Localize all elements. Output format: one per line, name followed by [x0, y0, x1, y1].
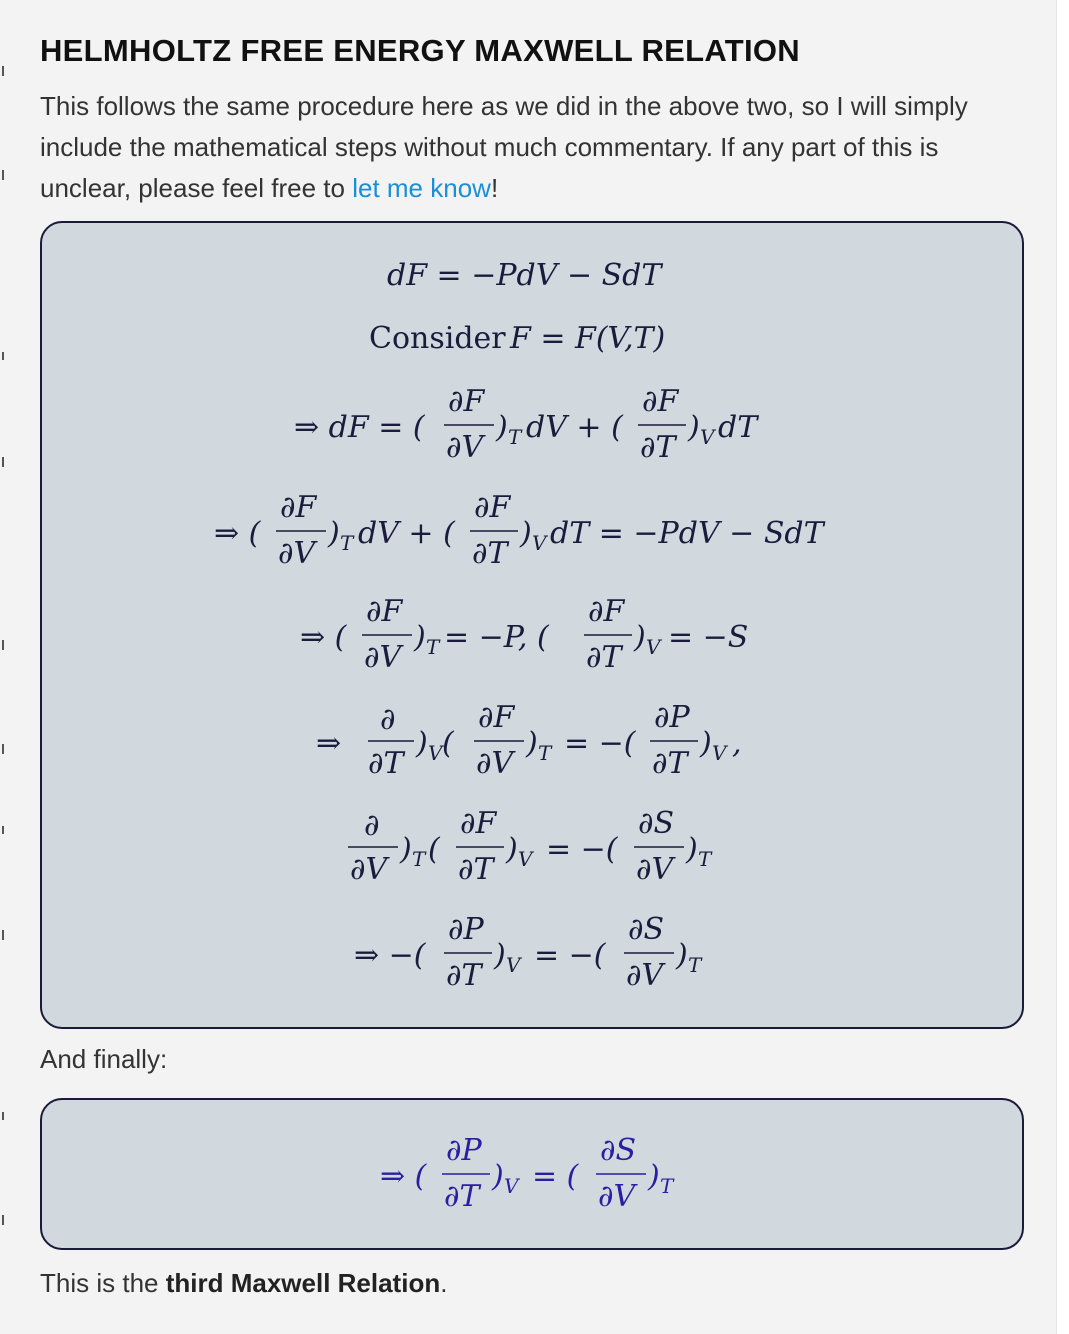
derivation-line-2 [369, 321, 665, 356]
svg-text:): ) [400, 832, 412, 867]
svg-text:∂F: ∂F [478, 700, 515, 735]
article-content [40, 28, 1024, 209]
conclusion-text: This is the [40, 1268, 166, 1298]
maxwell-relation-bold: third Maxwell Relation [165, 1268, 441, 1298]
svg-text:∂: ∂ [364, 808, 380, 843]
svg-text:⇒ dF = (: ⇒ dF = ( [294, 410, 425, 445]
svg-text:dF = −PdV − SdT: dF = −PdV − SdT [387, 258, 662, 293]
svg-text:∂T: ∂T [446, 958, 482, 993]
svg-text:∂T: ∂T [368, 746, 404, 781]
svg-text:): ) [416, 726, 428, 761]
svg-text:dT = −PdV − SdT: dT = −PdV − SdT [550, 516, 824, 551]
svg-text:T: T [340, 531, 354, 555]
svg-text:= −(: = −( [534, 938, 606, 973]
finally-label: And finally: [40, 1044, 168, 1074]
svg-text:V: V [532, 531, 547, 555]
svg-text:∂V: ∂V [278, 536, 316, 571]
svg-text:∂T: ∂T [458, 852, 494, 887]
conclusion-period: . [440, 1268, 448, 1298]
svg-text:∂T: ∂T [652, 746, 688, 781]
svg-text:∂F: ∂F [366, 594, 403, 629]
svg-text:V: V [712, 741, 727, 765]
intro-paragraph [40, 86, 1024, 209]
svg-text:T: T [688, 953, 702, 977]
svg-text:): ) [676, 938, 688, 973]
svg-text:T: T [698, 847, 712, 871]
svg-text:Consider: Consider [369, 321, 506, 356]
svg-text:): ) [686, 832, 698, 867]
derivation-line-7 [348, 806, 713, 887]
derivation-line-6 [316, 700, 742, 781]
svg-text:): ) [648, 1159, 660, 1194]
svg-text:∂V: ∂V [364, 640, 402, 675]
svg-text:= −(: = −( [546, 832, 618, 867]
svg-text:T: T [508, 425, 522, 449]
svg-text:∂V: ∂V [476, 746, 514, 781]
svg-text:∂P: ∂P [654, 700, 690, 735]
svg-text:V: V [504, 1174, 519, 1198]
svg-text:V: V [646, 635, 661, 659]
svg-text:): ) [492, 1159, 504, 1194]
svg-text:⇒ (: ⇒ ( [214, 516, 261, 551]
conclusion-paragraph [40, 1268, 447, 1299]
svg-text:V: V [428, 741, 443, 765]
let-me-know-link[interactable]: let me know [352, 173, 491, 203]
svg-text:): ) [688, 410, 700, 445]
svg-text:∂S: ∂S [628, 912, 665, 947]
svg-text:⇒: ⇒ [316, 726, 342, 761]
svg-text:(: ( [428, 832, 440, 867]
svg-text:∂: ∂ [380, 702, 396, 737]
intro-text: This follows the same procedure here as we did in the above two, so I will simply include the mathematical steps without much commentary. If any part of this is unclear, please feel free to [40, 91, 968, 203]
final-relation-math [42, 1100, 1022, 1248]
svg-text:dV + (: dV + ( [358, 516, 455, 551]
svg-text:): ) [526, 726, 538, 761]
svg-text:): ) [496, 410, 508, 445]
svg-text:F = F(V,T): F = F(V,T) [510, 321, 666, 356]
svg-text:= (: = ( [532, 1159, 579, 1194]
derivation-line-5 [300, 594, 748, 675]
intro-text-end: ! [490, 173, 499, 203]
svg-text:⇒ (: ⇒ ( [300, 620, 347, 655]
svg-text:T: T [426, 635, 440, 659]
svg-text:∂F: ∂F [588, 594, 625, 629]
svg-text:): ) [494, 938, 506, 973]
svg-text:V: V [506, 953, 521, 977]
scrollbar-track[interactable] [1056, 0, 1069, 1334]
svg-text:∂F: ∂F [460, 806, 497, 841]
svg-text:T: T [660, 1174, 674, 1198]
svg-text:∂V: ∂V [350, 852, 388, 887]
svg-text:): ) [700, 726, 712, 761]
svg-text:dT: dT [718, 410, 758, 445]
svg-text:∂F: ∂F [474, 490, 511, 525]
svg-text:∂P: ∂P [446, 1133, 482, 1168]
derivation-math [42, 223, 1022, 1027]
svg-text:∂T: ∂T [586, 640, 622, 675]
derivation-line-1 [387, 258, 663, 293]
svg-text:∂T: ∂T [472, 536, 508, 571]
svg-text:∂F: ∂F [642, 384, 679, 419]
svg-text:V: V [518, 847, 533, 871]
svg-text:): ) [414, 620, 426, 655]
svg-text:∂T: ∂T [640, 430, 676, 465]
svg-text:): ) [506, 832, 518, 867]
svg-text:V: V [700, 425, 715, 449]
svg-text:∂F: ∂F [280, 490, 317, 525]
svg-text:∂V: ∂V [598, 1179, 636, 1214]
svg-text:): ) [328, 516, 340, 551]
svg-text:= −S: = −S [668, 620, 749, 655]
final-relation-box [40, 1098, 1024, 1250]
svg-text:∂F: ∂F [448, 384, 485, 419]
svg-text:∂S: ∂S [600, 1133, 637, 1168]
svg-text:∂V: ∂V [446, 430, 484, 465]
svg-text:T: T [412, 847, 426, 871]
derivation-line-8 [354, 912, 703, 993]
svg-text:,: , [732, 726, 742, 761]
svg-text:= −P, (: = −P, ( [444, 620, 549, 655]
svg-text:= −(: = −( [564, 726, 636, 761]
svg-text:dV + (: dV + ( [526, 410, 623, 445]
svg-text:∂V: ∂V [636, 852, 674, 887]
svg-text:∂T: ∂T [444, 1179, 480, 1214]
svg-text:): ) [634, 620, 646, 655]
svg-text:T: T [538, 741, 552, 765]
svg-text:): ) [520, 516, 532, 551]
derivation-line-3 [294, 384, 759, 465]
page-title: HELMHOLTZ FREE ENERGY MAXWELL RELATION [40, 33, 800, 68]
derivation-box [40, 221, 1024, 1029]
svg-text:∂P: ∂P [448, 912, 484, 947]
svg-text:⇒ −(: ⇒ −( [354, 938, 426, 973]
svg-text:(: ( [442, 726, 454, 761]
svg-text:∂S: ∂S [638, 806, 675, 841]
svg-text:∂V: ∂V [626, 958, 664, 993]
derivation-line-4 [214, 490, 826, 571]
svg-text:⇒ (: ⇒ ( [380, 1159, 427, 1194]
